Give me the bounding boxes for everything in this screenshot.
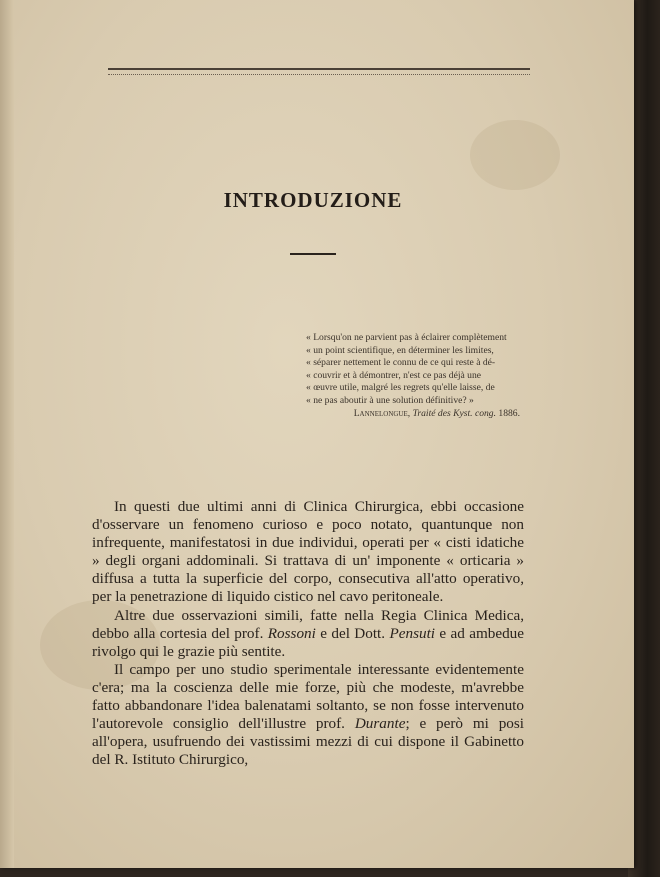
person-name: Rossoni bbox=[267, 624, 316, 642]
paragraph-text: ; e però mi posi all'opera, usufruendo dei vastissimi mezzi di cui dispone il Gabinetto del R. Istituto Chirurgico, bbox=[92, 715, 525, 769]
epigraph-line: « couvrir et à démontrer, n'est ce pas déjà une bbox=[306, 369, 482, 381]
paragraph bbox=[92, 661, 524, 770]
chapter-title: INTRODUZIONE bbox=[223, 188, 403, 212]
paragraph: In questi due ultimi anni di Clinica Chirurgica, ebbi occasione d'osservare un fenomeno curioso e poco notato, quantunque non infrequente, manifestatosi in due individui, operati per « cisti idatiche » degli organi addominali. Si trattava di un' imponente « orticaria » diffusa a tutta la superficie del corpo, consecutiva all'atto operativo, per la penetrazione di liquido cistico nel cavo peritoneale. bbox=[92, 498, 524, 606]
epigraph-attribution bbox=[300, 408, 520, 419]
epigraph-line: « ne pas aboutir à une solution définitive? » bbox=[306, 394, 474, 406]
page-binding-edge bbox=[0, 0, 14, 868]
epigraph-year: 1886. bbox=[498, 408, 520, 419]
epigraph-line: « séparer nettement le connu de ce qui reste à dé- bbox=[306, 357, 496, 369]
paragraph-text: e ad ambedue rivolgo qui le grazie più sentite. bbox=[92, 624, 525, 660]
epigraph-line: « un point scientifique, en déterminer les limites, bbox=[306, 344, 494, 356]
epigraph bbox=[306, 332, 528, 408]
paragraph-text: Il campo per uno studio sperimentale interessante evidentemente c'era; ma la coscienza delle mie forze, più che modeste, m'avrebbe fatto abbandonare l'idea balenatami soltanto, se non fosse intervenuto l'autorevole consiglio dell'illustre prof. bbox=[92, 660, 524, 733]
title-underline bbox=[290, 253, 336, 255]
body-text bbox=[92, 498, 524, 769]
epigraph-line: « œuvre utile, malgré les regrets qu'elle laisse, de bbox=[306, 382, 495, 394]
person-name: Durante bbox=[354, 715, 406, 733]
paragraph bbox=[92, 607, 524, 661]
paper-stain bbox=[470, 120, 560, 190]
epigraph-line: « Lorsqu'on ne parvient pas à éclairer complètement bbox=[306, 332, 507, 343]
epigraph-author: Lannelongue, bbox=[353, 408, 411, 419]
header-rule bbox=[108, 68, 530, 70]
header-rule-thin bbox=[108, 74, 530, 75]
person-name: Pensuti bbox=[389, 624, 436, 642]
paragraph-text: Altre due osservazioni simili, fatte nella Regia Clinica Medica, debbo alla cortesia del prof. bbox=[92, 606, 524, 642]
epigraph-work: Traité des Kyst. cong. bbox=[412, 408, 496, 419]
paragraph-text: e del Dott. bbox=[320, 624, 386, 642]
